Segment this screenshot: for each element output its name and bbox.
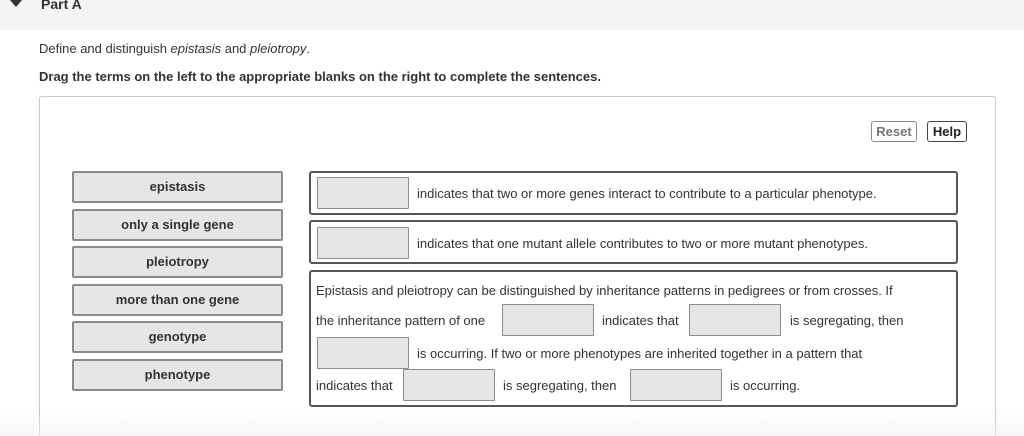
drop-blank-2[interactable] [317, 227, 409, 259]
sentence-3-line3: is occurring. If two or more phenotypes are inherited together in a pattern that [417, 346, 863, 361]
intro-prefix: Define and distinguish [39, 41, 171, 56]
drop-blank-4[interactable] [689, 304, 781, 336]
term-epistasis[interactable]: epistasis [72, 171, 283, 203]
sentence-3-line2a: the inheritance pattern of one [316, 313, 486, 328]
instructions: Drag the terms on the left to the appropriate blanks on the right to complete the sentences. [39, 69, 601, 84]
term-pleiotropy[interactable]: pleiotropy [72, 246, 283, 278]
term-genotype[interactable]: genotype [72, 321, 283, 353]
sentence-3-line4a: indicates that [316, 378, 393, 393]
sentence-3-line4c: is occurring. [730, 378, 801, 393]
part-header[interactable] [0, 0, 1024, 30]
drop-blank-5[interactable] [317, 337, 409, 369]
term-phenotype[interactable]: phenotype [72, 359, 283, 391]
drop-blank-7[interactable] [630, 369, 722, 401]
collapse-triangle-icon[interactable] [10, 0, 22, 7]
intro-term-pleiotropy: pleiotropy [250, 41, 307, 56]
intro-term-epistasis: epistasis [170, 41, 222, 56]
sentence-box-1 [309, 171, 958, 215]
intro-suffix: . [306, 41, 311, 56]
sentence-3-line1: Epistasis and pleiotropy can be distinguished by inheritance patterns in pedigrees or from crosses. If [316, 283, 893, 298]
term-more-than-one-gene[interactable]: more than one gene [72, 284, 283, 316]
drop-blank-1[interactable] [317, 177, 409, 209]
help-button[interactable]: Help [927, 121, 967, 142]
sentence-box-2 [309, 220, 958, 264]
sentence-3-line4b: is segregating, then [503, 378, 617, 393]
sentence-3-line2c: is segregating, then [790, 313, 904, 328]
sentence-3-line2b: indicates that [602, 313, 679, 328]
intro-mid: and [221, 41, 251, 56]
intro-text [39, 41, 310, 56]
term-only-a-single-gene[interactable]: only a single gene [72, 209, 283, 241]
drop-blank-6[interactable] [403, 369, 495, 401]
sentence-1-text: indicates that two or more genes interact to contribute to a particular phenotype. [417, 186, 877, 201]
sentence-2-text: indicates that one mutant allele contributes to two or more mutant phenotypes. [417, 236, 868, 251]
reset-button[interactable]: Reset [871, 121, 917, 142]
sentence-box-3 [309, 270, 958, 407]
part-title: Part A [41, 0, 82, 12]
drop-blank-3[interactable] [502, 304, 594, 336]
